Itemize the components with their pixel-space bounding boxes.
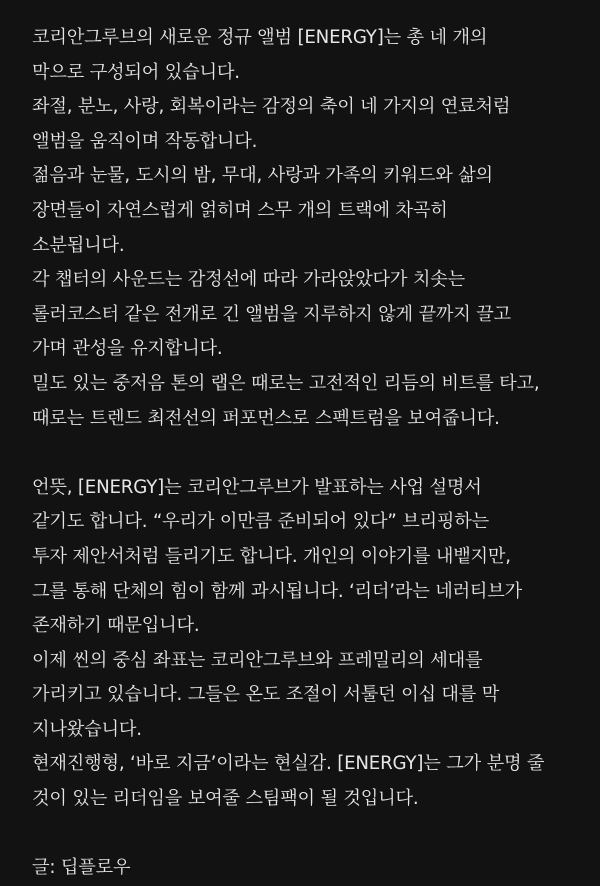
text-line: 롤러코스터 같은 전개로 긴 앨범을 지루하지 않게 끝까지 끌고 bbox=[32, 303, 511, 325]
text-line: 지나왔습니다. bbox=[32, 718, 142, 740]
text-line: 앨범을 움직이며 작동합니다. bbox=[32, 130, 258, 152]
author-credit: 글: 딥플로우 bbox=[32, 857, 131, 879]
text-line: 이제 씬의 중심 좌표는 코리안그루브와 프레밀리의 세대를 bbox=[32, 649, 483, 671]
paragraph-1 bbox=[32, 21, 592, 436]
text-line: 것이 있는 리더임을 보여줄 스팀팩이 될 것입니다. bbox=[32, 788, 419, 810]
text-line: 가며 관성을 유지합니다. bbox=[32, 338, 223, 360]
text-line: 그를 통해 단체의 힘이 함께 과시됩니다. ‘리더’라는 네러티브가 bbox=[32, 580, 523, 602]
text-line: 현재진행형, ‘바로 지금’이라는 현실감. [ENERGY]는 그가 분명 줄 bbox=[32, 753, 545, 775]
text-line: 소분됩니다. bbox=[32, 234, 125, 256]
article-body bbox=[32, 21, 592, 886]
text-line: 장면들이 자연스럽게 얽히며 스무 개의 트랙에 차곡히 bbox=[32, 199, 448, 221]
paragraph-gap bbox=[32, 436, 592, 471]
text-line: 존재하기 때문입니다. bbox=[32, 615, 200, 637]
text-line: 가리키고 있습니다. 그들은 온도 조절이 서툴던 이십 대를 막 bbox=[32, 684, 500, 706]
paragraph-gap bbox=[32, 817, 592, 852]
text-line: 코리안그루브의 새로운 정규 앨범 [ENERGY]는 총 네 개의 bbox=[32, 27, 488, 48]
text-line: 밀도 있는 중저음 톤의 랩은 때로는 고전적인 리듬의 비트를 타고, bbox=[32, 372, 540, 394]
text-line: 젊음과 눈물, 도시의 밤, 무대, 사랑과 가족의 키워드와 삶의 bbox=[32, 165, 493, 187]
text-line: 같기도 합니다. “우리가 이만큼 준비되어 있다” 브리핑하는 bbox=[32, 511, 490, 533]
text-line: 투자 제안서처럼 들리기도 합니다. 개인의 이야기를 내뱉지만, bbox=[32, 545, 511, 567]
text-line: 각 챕터의 사운드는 감정선에 따라 가라앉았다가 치솟는 bbox=[32, 269, 465, 291]
text-line: 막으로 구성되어 있습니다. bbox=[32, 61, 240, 83]
paragraph-2 bbox=[32, 471, 592, 817]
text-line: 때로는 트렌드 최전선의 퍼포먼스로 스펙트럼을 보여줍니다. bbox=[32, 407, 500, 429]
text-line: 좌절, 분노, 사랑, 회복이라는 감정의 축이 네 가지의 연료처럼 bbox=[32, 96, 511, 118]
text-line: 언뜻, [ENERGY]는 코리안그루브가 발표하는 사업 설명서 bbox=[32, 476, 482, 498]
